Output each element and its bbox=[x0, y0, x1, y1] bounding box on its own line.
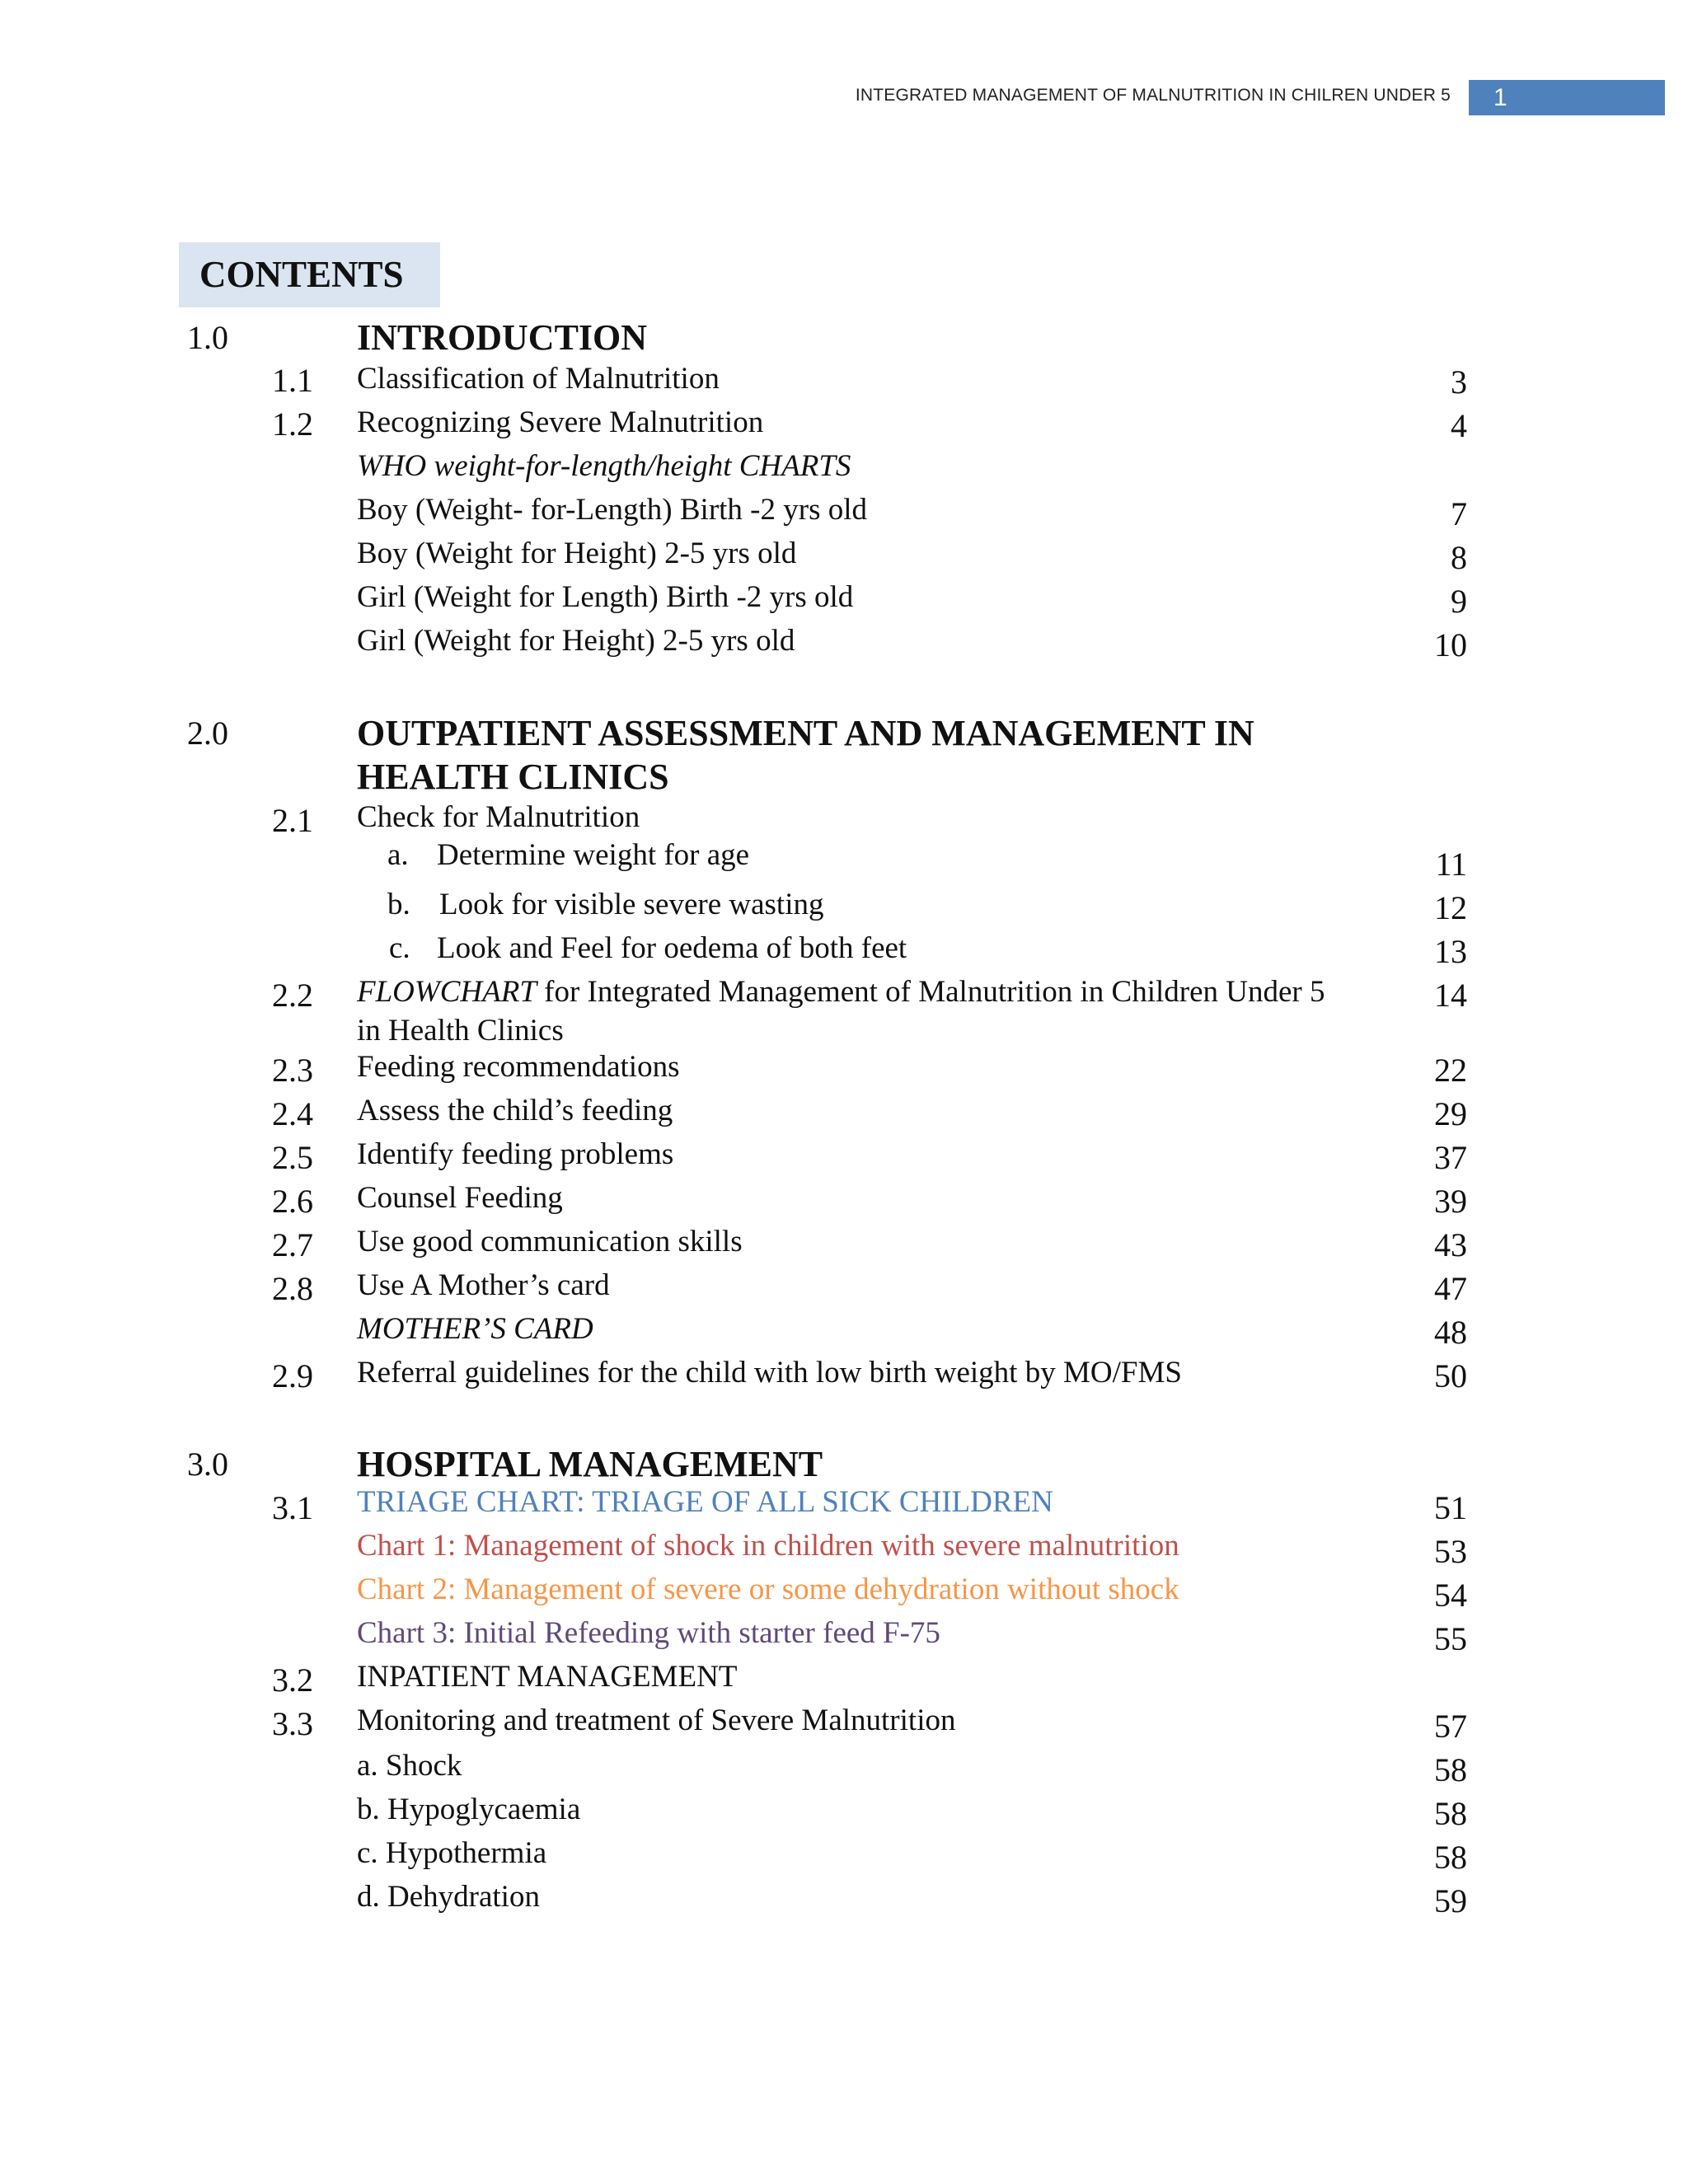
subsection-number: 1.1 bbox=[272, 362, 313, 399]
toc-page-number: 13 bbox=[1434, 933, 1467, 970]
subsection-number: 3.1 bbox=[272, 1489, 313, 1526]
toc-entry-text: Chart 2: Management of severe or some dehydration without shock bbox=[357, 1572, 1179, 1606]
toc-page-number: 58 bbox=[1434, 1839, 1467, 1876]
toc-entry-text: Check for Malnutrition bbox=[357, 800, 640, 834]
toc-entry-text: Recognizing Severe Malnutrition bbox=[357, 405, 764, 439]
toc-page-number: 48 bbox=[1434, 1314, 1467, 1351]
toc-entry-continuation: in Health Clinics bbox=[357, 1014, 564, 1047]
toc-page-number: 39 bbox=[1434, 1183, 1467, 1220]
toc-entry-text: Counsel Feeding bbox=[357, 1181, 563, 1215]
toc-page-number: 7 bbox=[1451, 495, 1467, 532]
toc-entry-text: Monitoring and treatment of Severe Malnutrition bbox=[357, 1704, 956, 1737]
header-page-number: 1 bbox=[1469, 80, 1665, 115]
subsection-number: 2.4 bbox=[272, 1095, 313, 1132]
toc-page-number: 22 bbox=[1434, 1052, 1467, 1089]
flowchart-italic-text: FLOWCHART bbox=[357, 975, 537, 1009]
subsection-number: 2.6 bbox=[272, 1183, 313, 1220]
subsection-number: 1.2 bbox=[272, 405, 313, 443]
toc-entry-text: Look for visible severe wasting bbox=[439, 888, 824, 921]
toc-item-label: b. bbox=[387, 888, 410, 921]
subsection-number: 2.5 bbox=[272, 1139, 313, 1176]
toc-entry-text: a. Shock bbox=[357, 1749, 462, 1783]
toc-entry-text: Use good communication skills bbox=[357, 1225, 743, 1258]
contents-heading: CONTENTS bbox=[179, 242, 440, 307]
toc-entry-text: Identify feeding problems bbox=[357, 1137, 674, 1171]
toc-page-number: 43 bbox=[1434, 1226, 1467, 1263]
toc-page-number: 37 bbox=[1434, 1139, 1467, 1176]
subsection-number: 2.3 bbox=[272, 1052, 313, 1089]
toc-page-number: 14 bbox=[1434, 977, 1467, 1014]
toc-entry-text: b. Hypoglycaemia bbox=[357, 1793, 581, 1826]
toc-page-number: 8 bbox=[1451, 539, 1467, 576]
toc-entry-text bbox=[357, 974, 1325, 1010]
toc-page-number: 11 bbox=[1435, 846, 1467, 883]
section-title-continued: HEALTH CLINICS bbox=[357, 757, 669, 797]
section-number: 1.0 bbox=[187, 319, 228, 356]
subsection-number: 2.1 bbox=[272, 802, 313, 839]
toc-page-number: 3 bbox=[1451, 363, 1467, 401]
toc-page-number: 9 bbox=[1451, 583, 1467, 620]
toc-page-number: 50 bbox=[1434, 1357, 1467, 1394]
subsection-number: 2.2 bbox=[272, 977, 313, 1014]
toc-entry-text: Classification of Malnutrition bbox=[357, 362, 720, 396]
subsection-number: 2.9 bbox=[272, 1357, 313, 1394]
toc-entry-text: Use A Mother’s card bbox=[357, 1268, 610, 1302]
toc-entry-text: Boy (Weight- for-Length) Birth -2 yrs old bbox=[357, 493, 867, 527]
subsection-number: 2.7 bbox=[272, 1226, 313, 1263]
toc-page-number: 54 bbox=[1434, 1577, 1467, 1614]
toc-entry-text: Look and Feel for oedema of both feet bbox=[437, 931, 907, 965]
toc-entry-text: INPATIENT MANAGEMENT bbox=[357, 1660, 738, 1694]
section-title: INTRODUCTION bbox=[357, 317, 648, 358]
toc-page-number: 12 bbox=[1434, 889, 1467, 926]
toc-page-number: 10 bbox=[1434, 626, 1467, 663]
section-number: 2.0 bbox=[187, 715, 228, 752]
toc-page-number: 57 bbox=[1434, 1708, 1467, 1745]
toc-item-label: a. bbox=[387, 838, 409, 872]
toc-page-number: 58 bbox=[1434, 1795, 1467, 1832]
toc-entry-text: WHO weight-for-length/height CHARTS bbox=[357, 449, 851, 483]
flowchart-title-text: for Integrated Management of Malnutrition in Children Under 5 bbox=[536, 975, 1325, 1009]
subsection-number: 3.2 bbox=[272, 1661, 313, 1699]
section-number: 3.0 bbox=[187, 1446, 228, 1483]
toc-entry-text: c. Hypothermia bbox=[357, 1836, 547, 1870]
toc-entry-text: MOTHER’S CARD bbox=[357, 1312, 593, 1346]
toc-page-number: 29 bbox=[1434, 1095, 1467, 1132]
toc-page-number: 51 bbox=[1434, 1489, 1467, 1526]
toc-entry-text: Chart 1: Management of shock in children with severe malnutrition bbox=[357, 1529, 1179, 1563]
subsection-number: 3.3 bbox=[272, 1705, 313, 1742]
toc-entry-text: Feeding recommendations bbox=[357, 1050, 680, 1084]
toc-page-number: 47 bbox=[1434, 1270, 1467, 1307]
toc-entry-text: Boy (Weight for Height) 2-5 yrs old bbox=[357, 537, 797, 570]
toc-entry-text: Assess the child’s feeding bbox=[357, 1094, 673, 1127]
toc-page-number: 58 bbox=[1434, 1751, 1467, 1788]
toc-entry-text: Girl (Weight for Length) Birth -2 yrs old bbox=[357, 580, 854, 614]
toc-entry-text: Determine weight for age bbox=[437, 838, 750, 872]
toc-entry-text: Chart 3: Initial Refeeding with starter feed F-75 bbox=[357, 1616, 940, 1650]
toc-item-label: c. bbox=[389, 931, 410, 965]
toc-page-number: 53 bbox=[1434, 1533, 1467, 1570]
toc-entry-text: TRIAGE CHART: TRIAGE OF ALL SICK CHILDREN bbox=[357, 1485, 1053, 1519]
toc-page-number: 4 bbox=[1451, 407, 1467, 444]
toc-entry-text: d. Dehydration bbox=[357, 1880, 540, 1914]
toc-page-number: 55 bbox=[1434, 1620, 1467, 1657]
toc-page-number: 59 bbox=[1434, 1882, 1467, 1919]
subsection-number: 2.8 bbox=[272, 1270, 313, 1307]
section-title: OUTPATIENT ASSESSMENT AND MANAGEMENT IN bbox=[357, 713, 1254, 753]
toc-entry-text: Girl (Weight for Height) 2-5 yrs old bbox=[357, 624, 795, 658]
toc-entry-text: Referral guidelines for the child with low birth weight by MO/FMS bbox=[357, 1356, 1182, 1390]
running-header-title: INTEGRATED MANAGEMENT OF MALNUTRITION IN CHILREN UNDER 5 bbox=[855, 86, 1451, 105]
section-title: HOSPITAL MANAGEMENT bbox=[357, 1444, 823, 1484]
